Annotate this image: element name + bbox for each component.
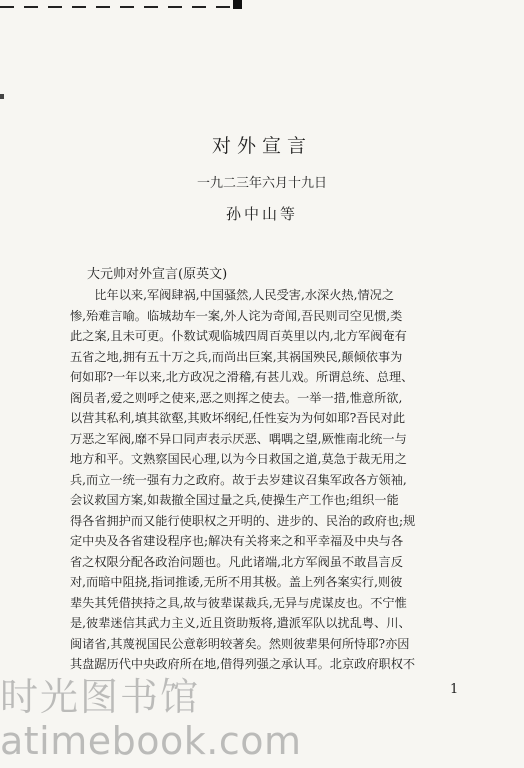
text-line: 比年以来,军阀肆祸,中国骚然,人民受害,水深火热,情况之 — [70, 288, 395, 302]
document-date: 一九二三年六月十九日 — [196, 176, 327, 191]
watermark-site-name: 时光图书馆 — [0, 675, 201, 719]
text-line: 此之案,且未可更。仆数试观临城四周百英里以内,北方军阀奄有 — [70, 329, 407, 343]
scan-speck — [0, 94, 4, 99]
text-line: 以营其私利,填其欲壑,其败坏纲纪,任性妄为为何如耶?吾民对此 — [70, 411, 406, 425]
body-text — [70, 285, 476, 675]
document-author: 孙中山等 — [225, 205, 298, 223]
document-title: 对外宣言 — [211, 135, 312, 157]
text-line: 得各省拥护而又能行使职权之开明的、进步的、民治的政府也;规 — [70, 513, 416, 528]
text-line: 万恶之军阀,靡不异口同声表示厌恶、喁喁之望,厥惟南北统一与 — [70, 431, 407, 446]
text-line: 其盘踞历代中央政府所在地,借得列强之承认耳。北京政府职权不 — [70, 657, 416, 671]
text-line: 对,而暗中阻挠,指词推诿,无所不用其极。盖上列各案实行,则彼 — [70, 575, 403, 589]
scan-mark — [233, 0, 242, 9]
text-line: 是,彼辈迷信其武力主义,近且资助叛将,遣派军队以扰乱粤、川、 — [70, 616, 411, 630]
text-line: 地方和平。文熟察国民心理,以为今日救国之道,莫急于裁无用之 — [70, 452, 407, 466]
text-line: 会议救国方案,如裁撤全国过量之兵,使操生产工作也;组织一能 — [70, 493, 399, 507]
text-line: 惨,殆难言喻。临城劫车一案,外人诧为奇闻,吾民则司空见惯,类 — [70, 308, 403, 323]
text-line: 辈失其凭借挟持之具,故与彼辈谋裁兵,无异与虎谋皮也。不宁惟 — [70, 595, 407, 610]
watermark-url: atimebook.com — [0, 719, 302, 763]
section-heading: 大元帅对外宣言(原英文) — [87, 267, 228, 282]
text-line: 兵,而立一统一强有力之政府。故于去岁建议召集军政各方领袖, — [70, 472, 407, 487]
text-line: 阁员者,爱之则呼之使来,恶之则挥之使去。一举一措,惟意所欲, — [70, 390, 403, 405]
top-dashed-rule — [0, 6, 240, 8]
page-number: 1 — [450, 682, 459, 697]
text-line: 五省之地,拥有五十万之兵,而尚出巨案,其祸国殃民,颠倾依事为 — [70, 349, 403, 364]
watermark — [0, 675, 524, 763]
text-line: 闽诸省,其蔑视国民公意彰明较著矣。然则彼辈果何所恃耶?亦因 — [70, 636, 410, 651]
text-line: 省之权限分配各政治问题也。凡此诸端,北方军阀虽不敢昌言反 — [70, 554, 403, 569]
text-line: 何如耶?一年以来,北方政况之滑稽,有甚儿戏。所谓总统、总理、 — [70, 370, 414, 384]
text-line: 定中央及各省建设程序也;解决有关将来之和平幸福及中央与各 — [70, 534, 404, 548]
